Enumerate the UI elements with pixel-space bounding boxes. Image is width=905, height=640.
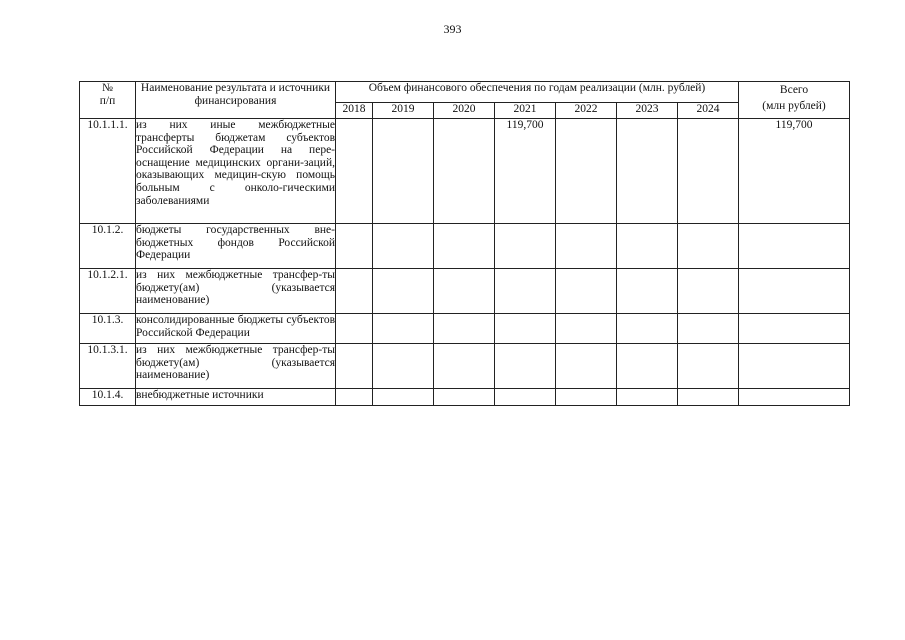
cell-value <box>678 314 739 344</box>
page-number: 393 <box>443 22 462 36</box>
row-total <box>739 314 850 344</box>
row-number: 10.1.3. <box>80 314 136 344</box>
row-total: 119,700 <box>739 119 850 224</box>
row-name: бюджеты государственных вне-бюджетных фондов Российской Федерации <box>136 224 336 269</box>
cell-value <box>678 389 739 406</box>
cell-value <box>678 119 739 224</box>
cell-value <box>434 314 495 344</box>
cell-value <box>336 269 373 314</box>
header-year: 2018 <box>336 103 373 119</box>
table-row <box>80 389 850 406</box>
row-total <box>739 344 850 389</box>
header-number: № п/п <box>80 82 136 119</box>
row-number: 10.1.2. <box>80 224 136 269</box>
cell-value <box>678 224 739 269</box>
cell-value <box>556 224 617 269</box>
cell-value <box>556 344 617 389</box>
cell-value <box>373 344 434 389</box>
header-row <box>80 82 850 103</box>
cell-value <box>434 389 495 406</box>
header-year: 2020 <box>434 103 495 119</box>
cell-value <box>434 269 495 314</box>
cell-value <box>556 389 617 406</box>
cell-value <box>336 389 373 406</box>
row-name: из них иные межбюджетные трансферты бюджетам субъектов Российской Федерации на пере-оснащение медицинских органи-заций, оказывающих медицин-скую помощь больным с онколо-гическими заболеваниями <box>136 119 336 224</box>
row-number: 10.1.2.1. <box>80 269 136 314</box>
header-name: Наименование результата и источники финансирования <box>136 82 336 119</box>
cell-value <box>617 389 678 406</box>
row-number: 10.1.4. <box>80 389 136 406</box>
cell-value <box>373 119 434 224</box>
cell-value <box>373 269 434 314</box>
cell-value <box>617 119 678 224</box>
cell-value <box>336 119 373 224</box>
table-row <box>80 314 850 344</box>
financing-table <box>79 81 850 406</box>
table-row <box>80 269 850 314</box>
table-row <box>80 119 850 224</box>
cell-value <box>434 224 495 269</box>
header-year: 2024 <box>678 103 739 119</box>
cell-value <box>678 344 739 389</box>
row-total <box>739 389 850 406</box>
cell-value <box>678 269 739 314</box>
cell-value <box>617 269 678 314</box>
cell-value <box>336 344 373 389</box>
header-total: Всего (млн рублей) <box>739 82 850 119</box>
cell-value <box>495 344 556 389</box>
cell-value <box>495 269 556 314</box>
cell-value <box>495 224 556 269</box>
cell-value <box>434 119 495 224</box>
cell-value <box>556 119 617 224</box>
cell-value <box>434 344 495 389</box>
row-name: консолидированные бюджеты субъектов Российской Федерации <box>136 314 336 344</box>
cell-value <box>495 314 556 344</box>
cell-value <box>373 314 434 344</box>
cell-value <box>373 389 434 406</box>
cell-value <box>556 269 617 314</box>
cell-value <box>556 314 617 344</box>
row-number: 10.1.1.1. <box>80 119 136 224</box>
row-name: из них межбюджетные трансфер-ты бюджету(ам) (указывается наименование) <box>136 269 336 314</box>
cell-value <box>373 224 434 269</box>
cell-value <box>495 389 556 406</box>
header-years-group: Объем финансового обеспечения по годам реализации (млн. рублей) <box>336 82 739 103</box>
cell-value <box>336 224 373 269</box>
cell-value <box>617 224 678 269</box>
table-row <box>80 224 850 269</box>
row-total <box>739 269 850 314</box>
header-year: 2023 <box>617 103 678 119</box>
row-total <box>739 224 850 269</box>
header-year: 2022 <box>556 103 617 119</box>
header-year: 2019 <box>373 103 434 119</box>
cell-value <box>617 314 678 344</box>
table-row <box>80 344 850 389</box>
cell-value <box>336 314 373 344</box>
cell-value <box>617 344 678 389</box>
row-name: из них межбюджетные трансфер-ты бюджету(ам) (указывается наименование) <box>136 344 336 389</box>
header-year: 2021 <box>495 103 556 119</box>
cell-value: 119,700 <box>495 119 556 224</box>
row-number: 10.1.3.1. <box>80 344 136 389</box>
row-name: внебюджетные источники <box>136 389 336 406</box>
